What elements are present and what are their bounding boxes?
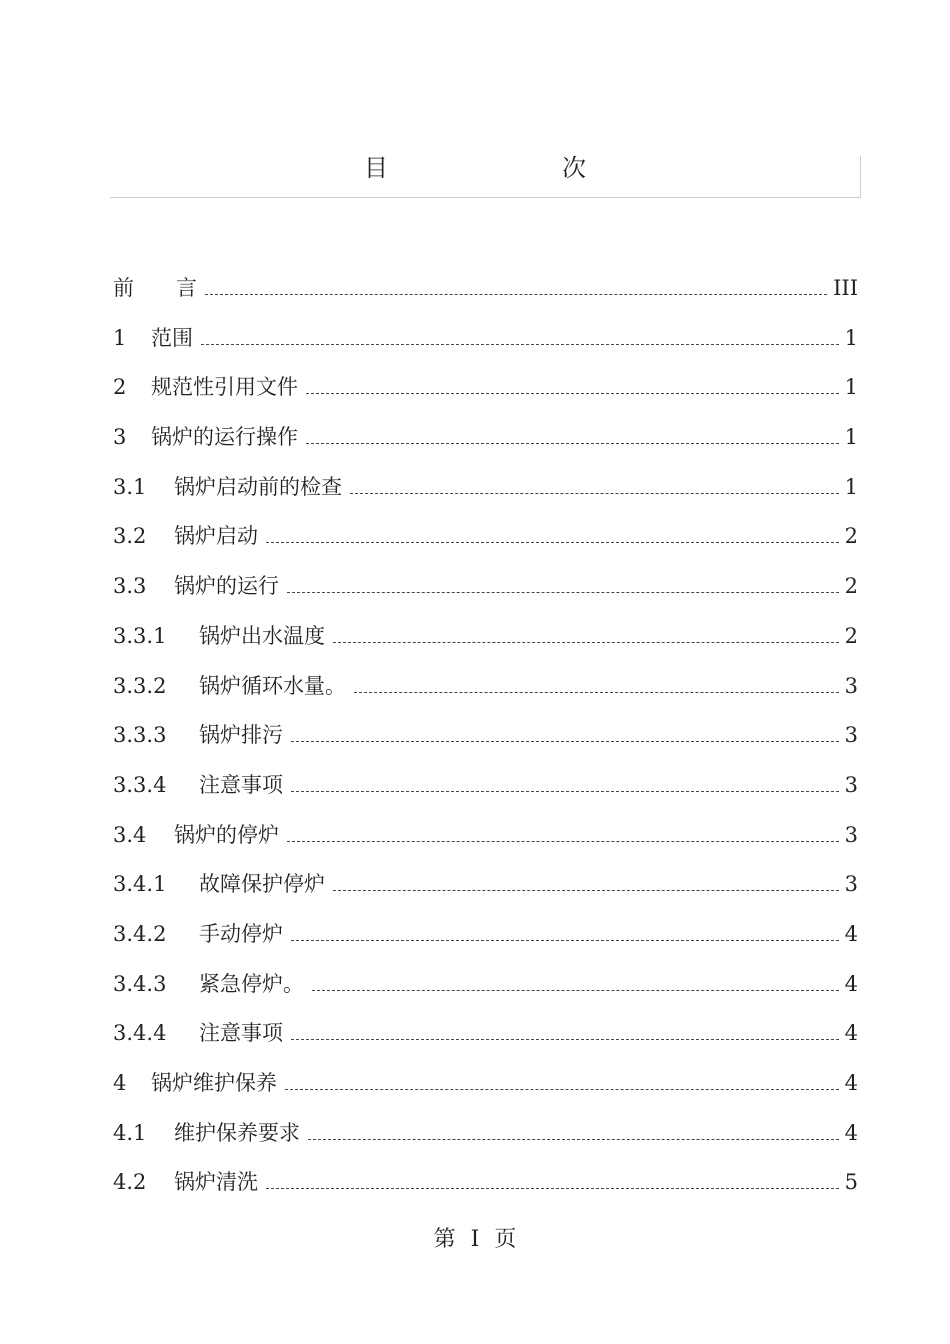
toc-entry-number: 4.2 bbox=[113, 1170, 147, 1195]
toc-entry-page: 3 bbox=[844, 772, 858, 797]
toc-entry-title: 维护保养要求 bbox=[174, 1120, 300, 1145]
toc-entry-page: 4 bbox=[844, 1021, 858, 1046]
toc-entry-number: 3.4.2 bbox=[113, 921, 167, 946]
toc-entry-title: 注意事项 bbox=[199, 772, 283, 797]
toc-entry[interactable] bbox=[113, 719, 858, 769]
toc-entry-title: 锅炉的运行操作 bbox=[151, 425, 298, 450]
toc-entry-page: 3 bbox=[844, 723, 858, 748]
toc-entry-title: 范围 bbox=[151, 325, 193, 350]
footer-page-number: I bbox=[470, 1227, 480, 1252]
toc-dot-leader bbox=[350, 493, 839, 494]
toc-entry-page: 4 bbox=[844, 1071, 858, 1095]
page-title: 目 次 bbox=[364, 154, 628, 182]
toc-dot-leader bbox=[291, 791, 839, 792]
toc-entry-title: 锅炉清洗 bbox=[174, 1170, 258, 1195]
toc-dot-leader bbox=[291, 940, 839, 941]
toc-dot-leader bbox=[205, 294, 827, 295]
toc-dot-leader bbox=[312, 990, 839, 991]
toc-entry-page: 3 bbox=[844, 673, 858, 698]
toc-entry-title: 锅炉出水温度 bbox=[199, 623, 325, 648]
toc-entry-number: 4.1 bbox=[113, 1120, 147, 1145]
toc-entry[interactable] bbox=[113, 1166, 858, 1216]
toc-entry[interactable] bbox=[113, 620, 858, 670]
toc-entry-page: 1 bbox=[844, 375, 858, 400]
toc-entry-number: 3.3 bbox=[113, 574, 147, 599]
toc-entry-page: 4 bbox=[844, 1120, 858, 1145]
toc-dot-leader bbox=[266, 542, 839, 543]
toc-entry-title: 锅炉的运行 bbox=[174, 574, 279, 599]
toc-entry-number: 3.3.3 bbox=[113, 723, 167, 748]
toc-dot-leader bbox=[287, 841, 839, 842]
toc-entry[interactable] bbox=[113, 570, 858, 620]
toc-entry[interactable] bbox=[113, 520, 858, 570]
toc-entry-title: 前 言 bbox=[113, 276, 197, 300]
toc-entry[interactable] bbox=[113, 868, 858, 918]
toc-entry-number: 3.3.4 bbox=[113, 772, 167, 797]
toc-entry[interactable] bbox=[113, 322, 858, 372]
toc-dot-leader bbox=[306, 393, 839, 394]
toc-entry-title: 锅炉排污 bbox=[199, 723, 283, 748]
toc-entry[interactable] bbox=[113, 968, 858, 1018]
toc-entry-title: 锅炉的停炉 bbox=[174, 822, 279, 847]
toc-entry-page: 3 bbox=[844, 872, 858, 897]
toc-entry-number: 3.4.1 bbox=[113, 872, 167, 897]
toc-entry-title: 锅炉循环水量。 bbox=[199, 673, 346, 698]
toc-entry-number: 4 bbox=[113, 1071, 127, 1095]
toc-dot-leader bbox=[306, 443, 839, 444]
toc-dot-leader bbox=[354, 692, 839, 693]
toc-entry-page: 5 bbox=[844, 1170, 858, 1195]
footer-prefix: 第 bbox=[433, 1227, 456, 1252]
toc-entry[interactable] bbox=[113, 1017, 858, 1067]
toc-entry[interactable] bbox=[113, 1117, 858, 1167]
toc-dot-leader bbox=[333, 890, 839, 891]
header-rule bbox=[110, 197, 861, 198]
toc-entry[interactable] bbox=[113, 670, 858, 720]
toc-entry-title: 规范性引用文件 bbox=[151, 375, 298, 400]
toc-dot-leader bbox=[291, 741, 839, 742]
toc-entry-title: 锅炉维护保养 bbox=[151, 1071, 277, 1095]
toc-dot-leader bbox=[287, 592, 839, 593]
page-footer bbox=[0, 1224, 950, 1256]
toc-entry[interactable] bbox=[113, 769, 858, 819]
toc-entry-title: 紧急停炉。 bbox=[199, 971, 304, 996]
toc-entry-page: 4 bbox=[844, 921, 858, 946]
toc-entry-number: 3.4.4 bbox=[113, 1021, 167, 1046]
toc-entry[interactable] bbox=[113, 1067, 858, 1117]
toc-entry-number: 3.3.1 bbox=[113, 623, 167, 648]
toc-entry-title: 锅炉启动 bbox=[174, 524, 258, 549]
toc-entry-title: 故障保护停炉 bbox=[199, 872, 325, 897]
toc-entry[interactable] bbox=[113, 471, 858, 521]
toc-entry-page: 1 bbox=[844, 325, 858, 350]
toc-entry-page: 4 bbox=[844, 971, 858, 996]
toc-entry-number: 2 bbox=[113, 375, 127, 400]
toc-entry-number: 3.4 bbox=[113, 822, 147, 847]
footer-suffix: 页 bbox=[494, 1227, 517, 1252]
toc-entry[interactable] bbox=[113, 421, 858, 471]
toc-entry[interactable] bbox=[113, 819, 858, 869]
toc-entry-title: 手动停炉 bbox=[199, 921, 283, 946]
toc-entry-page: 2 bbox=[844, 524, 858, 549]
toc-entry[interactable] bbox=[113, 272, 858, 322]
toc-entry-title: 锅炉启动前的检查 bbox=[174, 474, 342, 499]
toc-entry-number: 3.2 bbox=[113, 524, 147, 549]
table-of-contents bbox=[113, 272, 858, 1216]
toc-entry-number: 1 bbox=[113, 325, 127, 350]
toc-dot-leader bbox=[285, 1089, 839, 1090]
toc-dot-leader bbox=[308, 1139, 839, 1140]
toc-entry-page: 1 bbox=[844, 425, 858, 450]
toc-entry[interactable] bbox=[113, 918, 858, 968]
toc-dot-leader bbox=[333, 642, 839, 643]
toc-dot-leader bbox=[266, 1188, 839, 1189]
toc-entry-number: 3 bbox=[113, 425, 127, 450]
toc-entry-number: 3.4.3 bbox=[113, 971, 167, 996]
toc-entry[interactable] bbox=[113, 371, 858, 421]
toc-dot-leader bbox=[291, 1039, 839, 1040]
toc-entry-title: 注意事项 bbox=[199, 1021, 283, 1046]
toc-entry-number: 3.3.2 bbox=[113, 673, 167, 698]
toc-entry-page: 2 bbox=[844, 623, 858, 648]
toc-dot-leader bbox=[201, 344, 839, 345]
toc-entry-page: 3 bbox=[844, 822, 858, 847]
toc-entry-page: III bbox=[833, 276, 858, 300]
toc-entry-page: 1 bbox=[844, 474, 858, 499]
toc-entry-page: 2 bbox=[844, 574, 858, 599]
toc-entry-number: 3.1 bbox=[113, 474, 147, 499]
